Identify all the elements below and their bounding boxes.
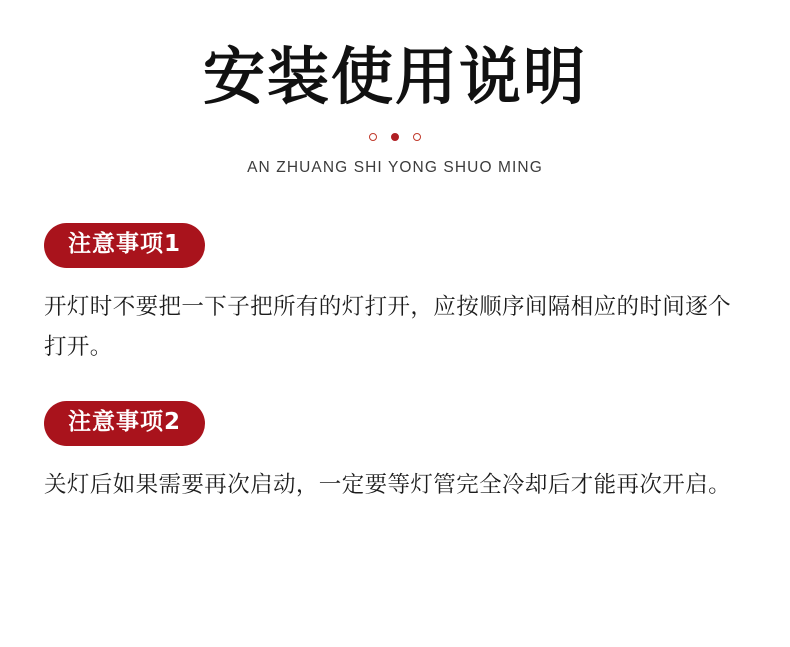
section-2-text: 关灯后如果需要再次启动，一定要等灯管完全冷却后才能再次开启。 xyxy=(44,472,732,499)
section-1-text: 开灯时不要把一下子把所有的灯打开，应按顺序间隔相应的时间逐个打开。 xyxy=(44,294,732,360)
dot-hollow-left xyxy=(369,133,377,141)
instruction-section-2 xyxy=(44,401,746,506)
section-2-badge: 注意事项2 xyxy=(44,401,205,446)
decorative-dots xyxy=(0,131,790,143)
section-1-badge: 注意事项1 xyxy=(44,223,205,268)
page-title: 安装使用说明 xyxy=(202,40,587,113)
page-header xyxy=(0,0,790,177)
page-subtitle: AN ZHUANG SHI YONG SHUO MING xyxy=(247,159,543,177)
dot-solid-center xyxy=(391,133,399,141)
instructions-content xyxy=(0,223,790,506)
dot-hollow-right xyxy=(413,133,421,141)
instruction-section-1 xyxy=(44,223,746,367)
